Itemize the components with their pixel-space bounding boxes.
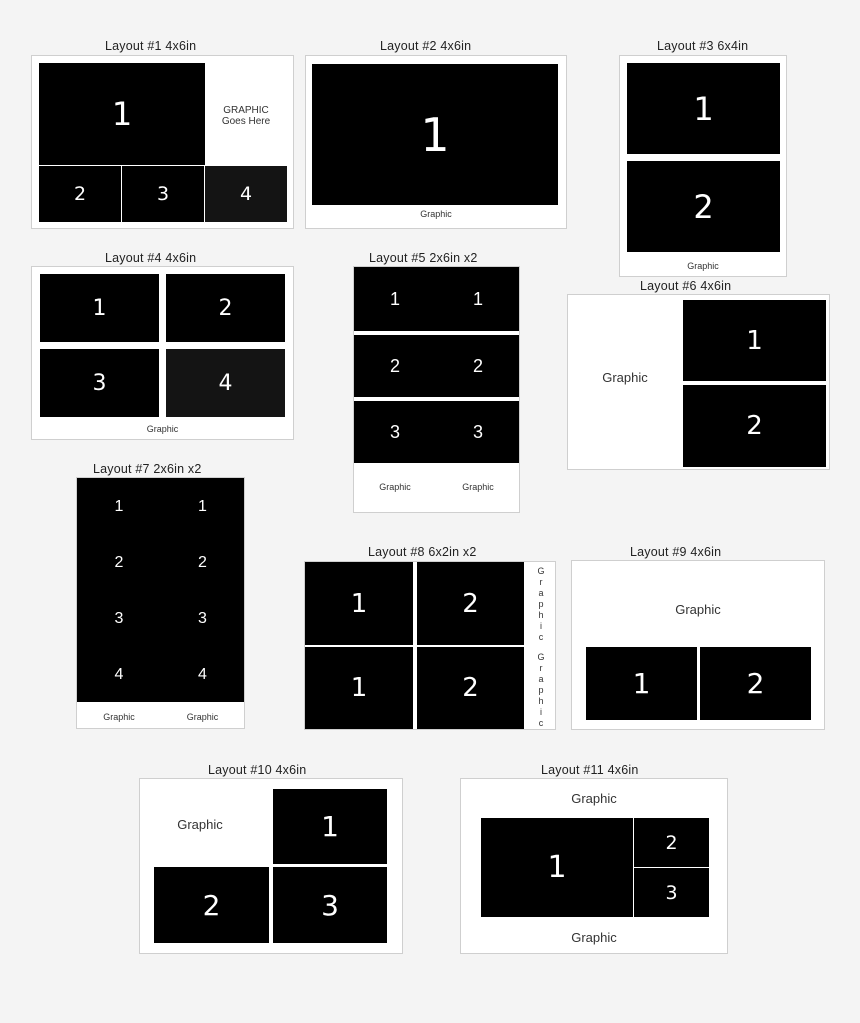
layout-10-title: Layout #10 4x6in <box>208 763 307 777</box>
photo-slot: 1 <box>481 818 633 917</box>
photo-slot: 1 <box>39 63 205 165</box>
photo-number: 1 <box>114 498 124 515</box>
graphic-area: Graphic <box>462 482 494 492</box>
photo-slot: 1 <box>273 789 387 864</box>
photo-slot: 1 <box>305 562 413 645</box>
photo-number: 2 <box>472 355 483 376</box>
photo-slot: 4 <box>205 166 287 222</box>
photo-number: 4 <box>114 666 124 683</box>
layout-1-title: Layout #1 4x6in <box>105 39 197 53</box>
photo-slot: 2 <box>166 274 285 342</box>
photo-number: 2 <box>389 355 400 376</box>
graphic-area: Graphic <box>177 816 223 832</box>
layout-1-card <box>31 55 294 229</box>
layout-8-card <box>304 561 556 730</box>
photo-number: 3 <box>114 610 124 627</box>
photo-slot: 3 <box>40 349 159 417</box>
photo-slot: 2 <box>39 166 121 222</box>
graphic-area: Graphic <box>602 369 648 385</box>
layout-2-title: Layout #2 4x6in <box>380 39 472 53</box>
photo-number: 3 <box>472 421 483 442</box>
graphic-area: Graphic <box>675 601 721 617</box>
graphic-area-vertical <box>529 652 553 728</box>
layout-6-title: Layout #6 4x6in <box>640 279 732 293</box>
photo-number: 1 <box>472 288 483 309</box>
layout-11-card <box>460 778 728 954</box>
photo-slot: 2 <box>417 647 524 729</box>
layout-9-card <box>571 560 825 730</box>
photo-number: 3 <box>198 610 207 627</box>
layout-3-title: Layout #3 6x4in <box>657 39 749 53</box>
photo-slot: 3 <box>122 166 204 222</box>
photo-number: 3 <box>389 421 400 442</box>
graphic-area: Graphic <box>379 482 411 492</box>
photo-slot: 1 <box>40 274 159 342</box>
graphic-area: GRAPHIC Goes Here <box>221 105 271 127</box>
photo-slot: 3 <box>634 868 709 917</box>
photo-slot: 2 <box>627 161 780 252</box>
graphic-area: Graphic <box>420 209 452 219</box>
photo-number: 2 <box>198 554 207 571</box>
layout-2-card <box>305 55 567 229</box>
photo-slot: 2 <box>417 562 524 645</box>
graphic-area-vertical <box>529 566 553 642</box>
photo-slot: 1 <box>305 647 413 729</box>
photo-number: 1 <box>198 498 207 515</box>
layout-5-card <box>353 266 520 513</box>
photo-slot: 1 <box>586 647 697 720</box>
layout-4-title: Layout #4 4x6in <box>105 251 197 265</box>
graphic-area: Graphic <box>571 929 617 945</box>
layout-5-title: Layout #5 2x6in x2 <box>369 251 478 265</box>
photo-number: 2 <box>114 554 124 571</box>
layout-3-card <box>619 55 787 277</box>
graphic-letters: Graphic <box>536 651 546 729</box>
layout-7-card <box>76 477 245 729</box>
photo-slot: 2 <box>154 867 269 943</box>
layout-8-title: Layout #8 6x2in x2 <box>368 545 477 559</box>
layout-7-title: Layout #7 2x6in x2 <box>93 462 202 476</box>
graphic-area: Graphic <box>687 261 719 271</box>
layout-11-title: Layout #11 4x6in <box>541 763 639 777</box>
photo-slot: 1 <box>312 64 558 205</box>
graphic-letters: Graphic <box>536 565 546 643</box>
graphic-area: Graphic <box>186 712 219 722</box>
layout-9-title: Layout #9 4x6in <box>630 545 722 559</box>
photo-number: 1 <box>389 288 400 309</box>
graphic-area: Graphic <box>103 712 135 722</box>
photo-slot: 2 <box>700 647 811 720</box>
graphic-area: Graphic <box>571 790 617 806</box>
photo-slot: 1 <box>683 300 826 381</box>
photo-slot: 2 <box>683 385 826 467</box>
graphic-area: Graphic <box>146 424 179 434</box>
photo-slot: 2 <box>634 818 709 867</box>
photo-slot: 3 <box>273 867 387 943</box>
photo-slot: 1 <box>627 63 780 154</box>
photo-slot: 4 <box>166 349 285 417</box>
layout-6-card <box>567 294 830 470</box>
layout-10-card <box>139 778 403 954</box>
layout-4-card <box>31 266 294 440</box>
photo-number: 4 <box>198 666 207 683</box>
